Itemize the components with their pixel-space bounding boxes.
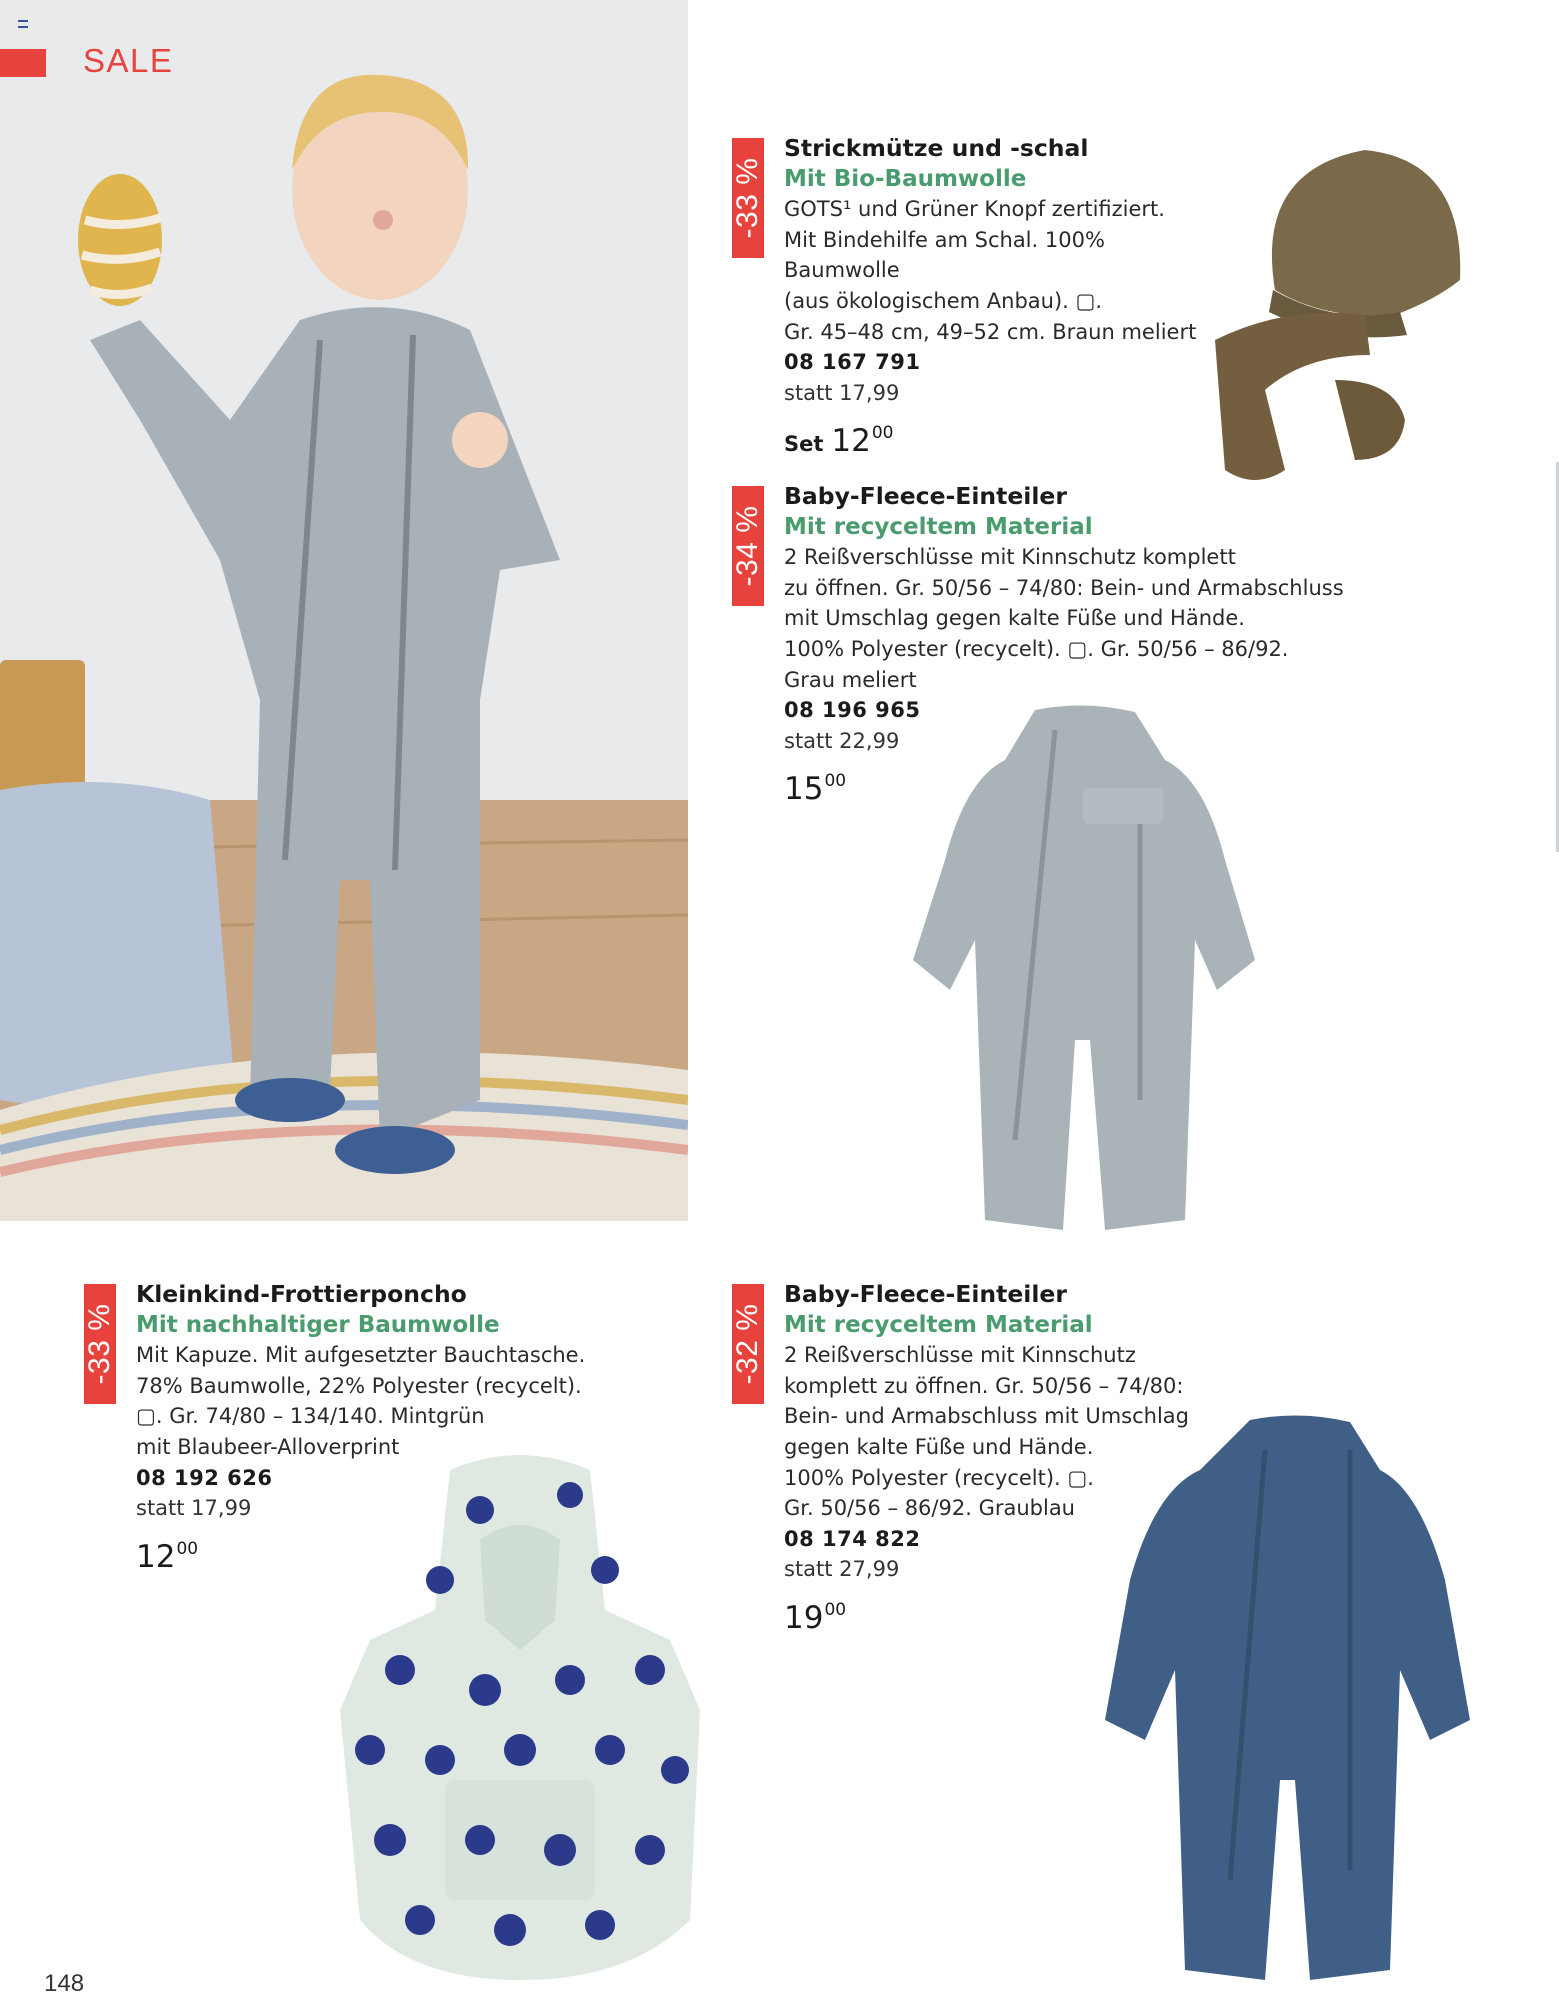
blueberry-poncho-image bbox=[330, 1450, 710, 1990]
discount-badge: -33 % bbox=[732, 138, 764, 258]
article-number: 08 174 822 bbox=[784, 1526, 921, 1551]
discount-badge: -33 % bbox=[84, 1284, 116, 1404]
baby-in-fleece-onesie-illustration bbox=[0, 0, 688, 1221]
article-number: 08 167 791 bbox=[784, 350, 921, 375]
product-title: Baby-Fleece-Einteiler bbox=[784, 1280, 1067, 1308]
knit-hat-scarf-image bbox=[1195, 140, 1475, 500]
article-number: 08 192 626 bbox=[136, 1465, 273, 1490]
price-cents: 00 bbox=[824, 771, 847, 792]
product-title: Kleinkind-Frottierponcho bbox=[136, 1280, 467, 1308]
discount-badge: -32 % bbox=[732, 1284, 764, 1404]
product-subtitle: Mit recyceltem Material bbox=[784, 513, 1093, 540]
product-description: GOTS¹ und Grüner Knopf zertifiziert. Mit Bindehilfe am Schal. 100% Baumwolle (aus ökologischem Anbau). ▢. Gr. 45–48 cm, 49–52 cm. Braun meliert bbox=[784, 197, 1197, 344]
page-number: 148 bbox=[44, 1970, 85, 1997]
product-title: Baby-Fleece-Einteiler bbox=[784, 482, 1067, 510]
price-main: 19 bbox=[784, 1599, 824, 1636]
price-cents: 00 bbox=[824, 1599, 847, 1620]
hero-photo bbox=[0, 0, 688, 1221]
old-price: statt 22,99 bbox=[784, 728, 900, 753]
product-description: 2 Reißverschlüsse mit Kinnschutz komplett zu öffnen. Gr. 50/56 – 74/80: Bein- und Armabschluss mit Umschlag gegen kalte Füße und Hände. 100% Polyester (recycelt). ▢. Gr. 50/56 – 86/92. Grau meliert bbox=[784, 545, 1344, 692]
price bbox=[784, 415, 1204, 462]
product-description: 2 Reißverschlüsse mit Kinnschutz komplett zu öffnen. Gr. 50/56 – 74/80: Bein- und Armabschluss mit Umschlag gegen kalte Füße und Hände. 100% Polyester (recycelt). ▢. Gr. 50/56 – 86/92. Graublau bbox=[784, 1343, 1189, 1521]
blue-fleece-onesie-image bbox=[1100, 1410, 1480, 1990]
product-description: Mit Kapuze. Mit aufgesetzter Bauchtasche. 78% Baumwolle, 22% Polyester (recycelt). ▢. Gr. 74/80 – 134/140. Mintgrün mit Blaubeer-Alloverprint bbox=[136, 1343, 586, 1459]
product-subtitle: Mit nachhaltiger Baumwolle bbox=[136, 1311, 500, 1338]
discount-badge: -34 % bbox=[732, 486, 764, 606]
price-main: 12 bbox=[831, 423, 871, 460]
menu-icon[interactable] bbox=[18, 20, 28, 28]
price-cents: 00 bbox=[871, 423, 894, 444]
sale-accent-bar bbox=[0, 49, 46, 77]
product-subtitle: Mit recyceltem Material bbox=[784, 1311, 1093, 1338]
grey-fleece-onesie-image bbox=[905, 700, 1265, 1240]
product-card-knit-hat-scarf[interactable] bbox=[784, 133, 1204, 462]
article-number: 08 196 965 bbox=[784, 698, 921, 723]
price-cents: 00 bbox=[176, 1538, 199, 1559]
old-price: statt 17,99 bbox=[136, 1496, 252, 1521]
old-price: statt 17,99 bbox=[784, 380, 900, 405]
price-prefix: Set bbox=[784, 432, 824, 457]
price-main: 12 bbox=[136, 1538, 176, 1575]
price-main: 15 bbox=[784, 771, 824, 808]
product-title: Strickmütze und -schal bbox=[784, 134, 1089, 162]
old-price: statt 27,99 bbox=[784, 1557, 900, 1582]
product-subtitle: Mit Bio-Baumwolle bbox=[784, 165, 1027, 192]
sale-heading: SALE bbox=[83, 42, 174, 79]
